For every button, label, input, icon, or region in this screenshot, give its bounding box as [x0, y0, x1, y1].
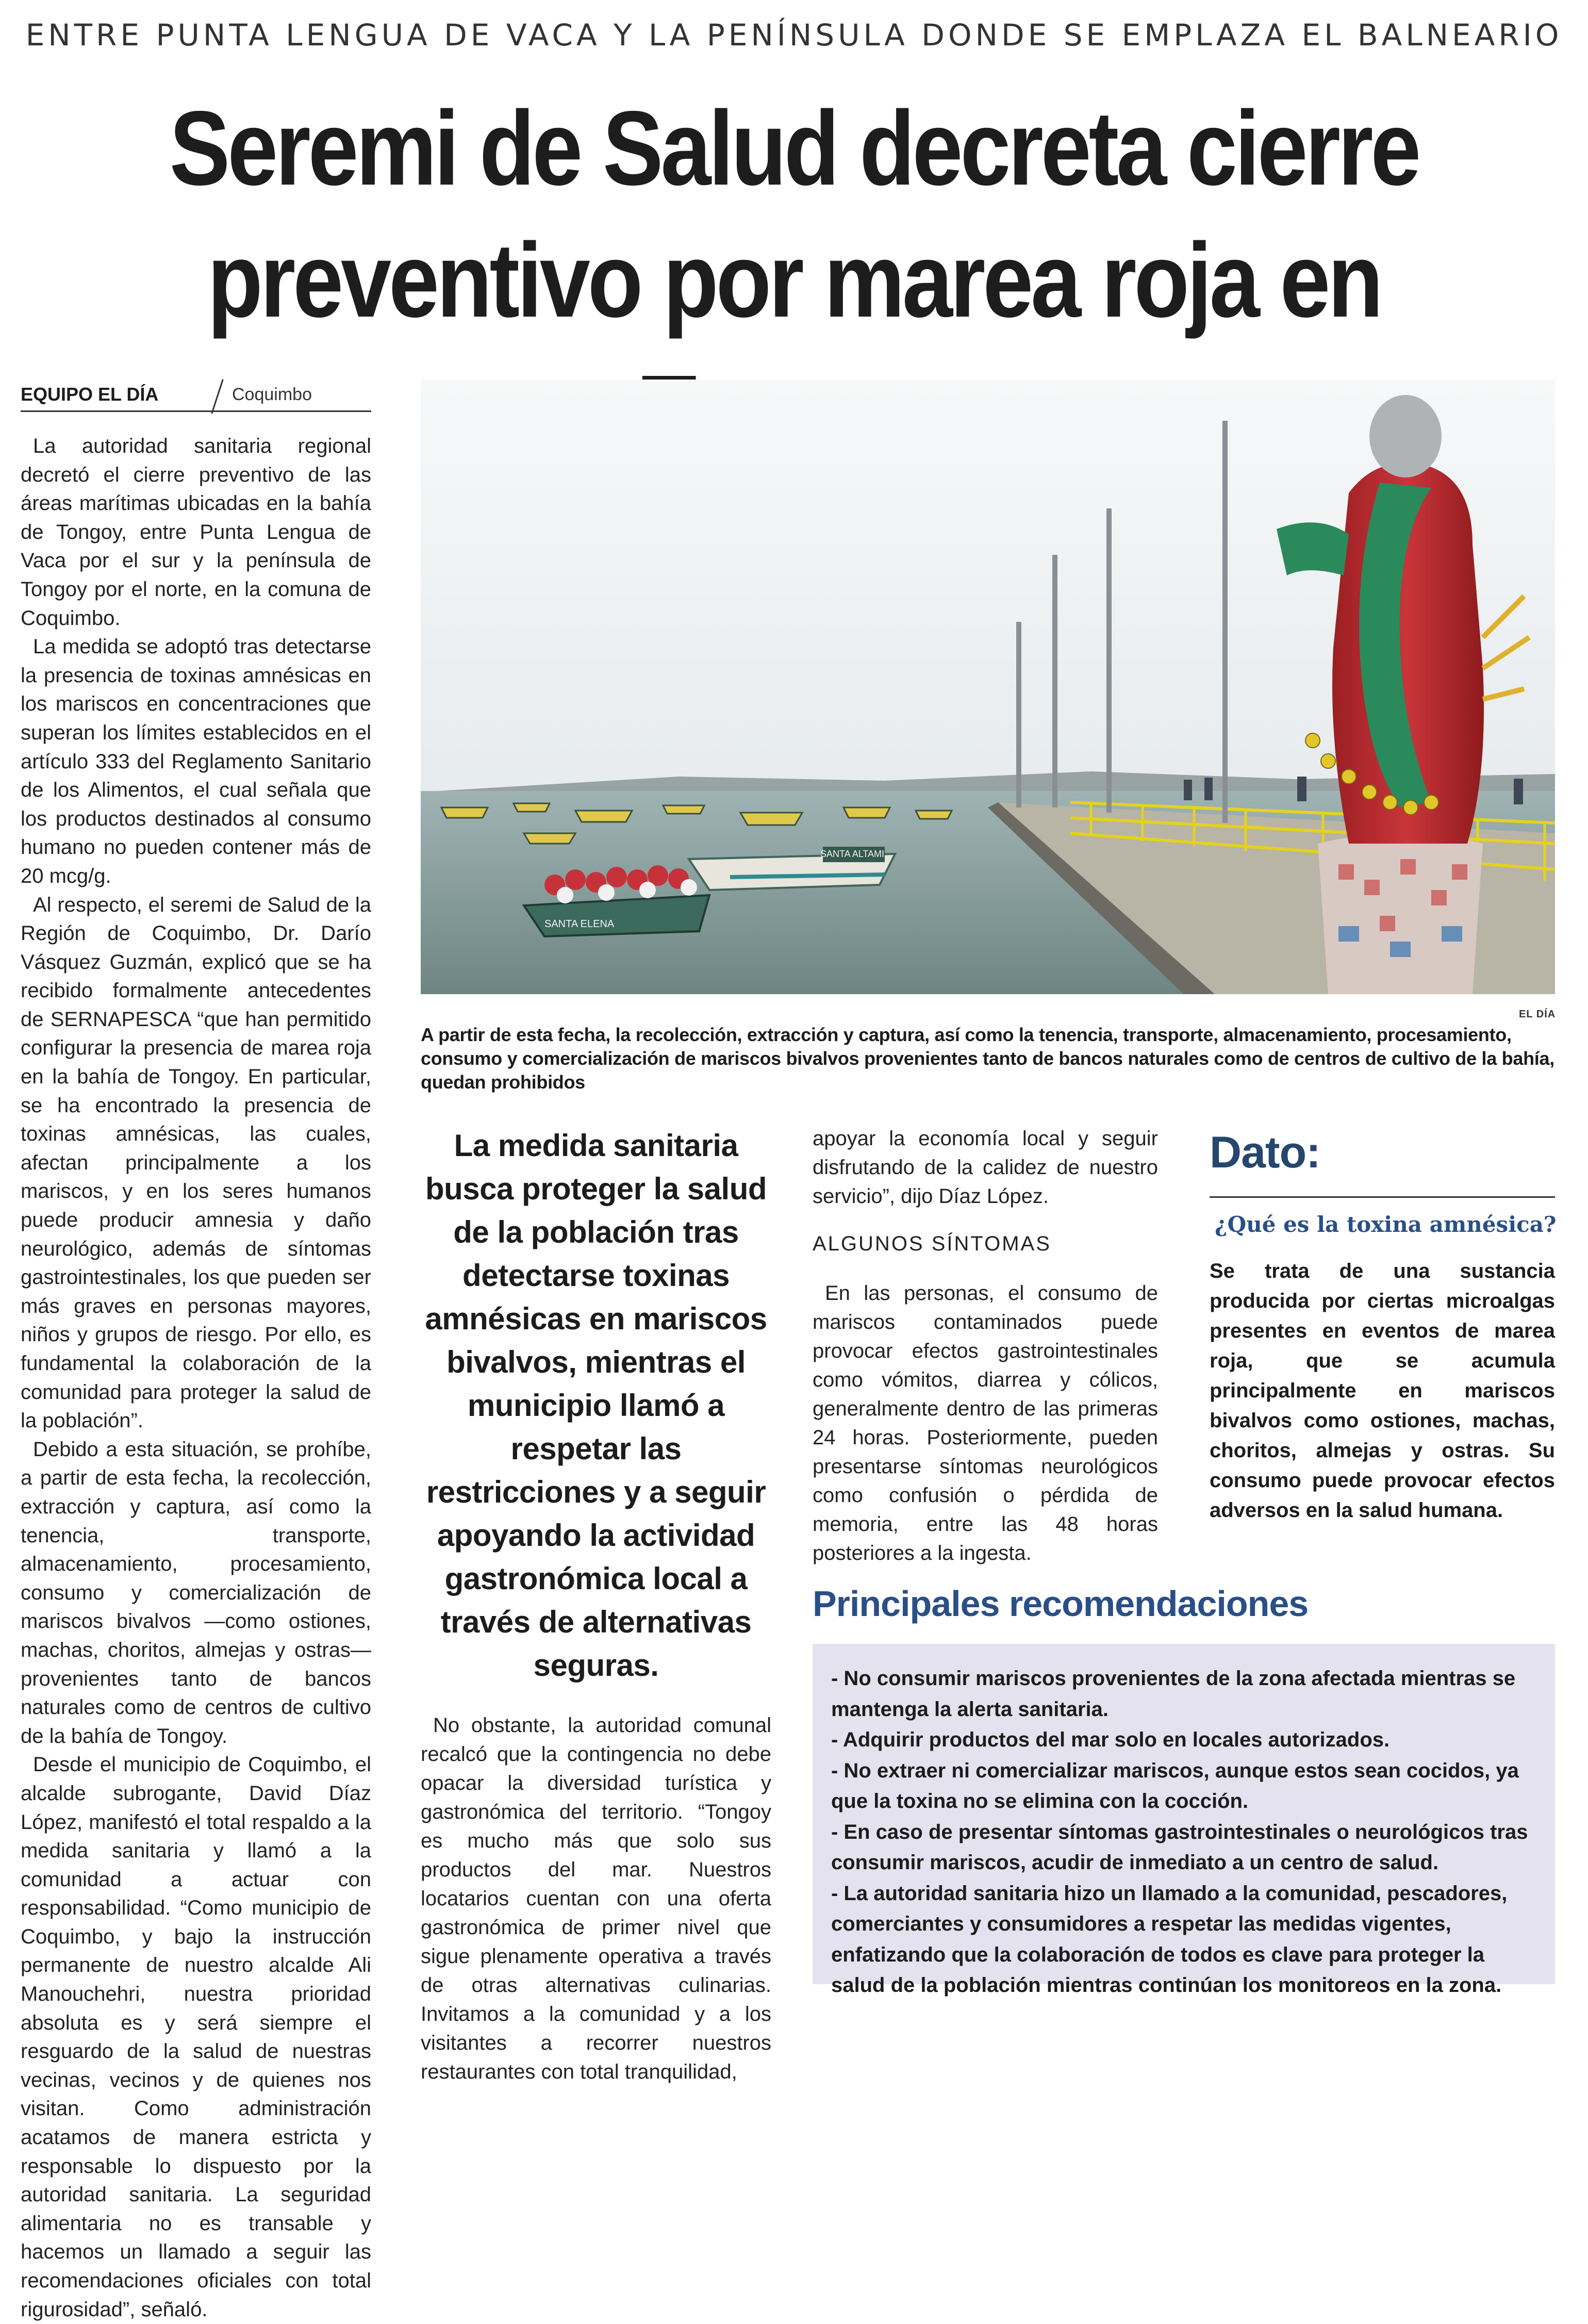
article-body-column-2 [421, 1711, 771, 2086]
photo-caption: A partir de esta fecha, la recolección, extracción y captura, así como la tenencia, transporte, almacenamiento, procesamiento, consumo y comercialización de mariscos bivalvos provenientes tanto de bancos naturales como de centros de cultivo de la bahía, quedan prohibidos [421, 1024, 1554, 1093]
headline-line-1: Seremi de Salud decreta cierre [169, 89, 1419, 207]
kicker: ENTRE PUNTA LENGUA DE VACA Y LA PENÍNSULA DONDE SE EMPLAZA EL BALNEARIO [25, 18, 1563, 53]
byline-divider [211, 379, 223, 414]
paragraph: No obstante, la autoridad comunal recalcó que la contingencia no debe opacar la diversidad turística y gastronómica del territorio. “Tongoy es mucho más que solo sus productos del mar. Nuestros locatarios cuentan con una oferta gastronómica de primer nivel que sigue plenamente operativa a través de otras alternativas culinarias. Invitamos a la comunidad y a los visitantes a recorrer nuestros restaurantes con total tranquilidad, [421, 1714, 771, 2083]
paragraph: apoyar la economía local y seguir disfrutando de la calidez de nuestro servicio”, dijo Díaz López. [813, 1127, 1158, 1208]
recommendation-item: - La autoridad sanitaria hizo un llamado a la comunidad, pescadores, comerciantes y consumidores a respetar las medidas vigentes, enfatizando que la colaboración de todos es clave para proteger la salud de la población mientras continúan los monitoreos en la zona. [831, 1882, 1508, 1997]
dato-answer: Se trata de una sustancia producida por ciertas microalgas presentes en eventos de marea roja, que se acumula principalmente en mariscos bivalvos como ostiones, machas, choritos, almejas y ostras. Su consumo puede provocar efectos adversos en la salud humana. [1210, 1260, 1555, 1522]
article-body-column-3-continuation [813, 1124, 1158, 1211]
dato-question: ¿Qué es la toxina amnésica? [1215, 1212, 1557, 1237]
pull-quote: La medida sanitaria busca proteger la salud de la población tras detectarse toxinas amnésicas en mariscos bivalvos, mientras el municipio llamó a respetar las restricciones y a seguir apoyando la actividad gastronómica local a través de alternativas seguras. [425, 1128, 767, 1683]
byline-team: EQUIPO EL DÍA [21, 384, 159, 405]
article-body-column-1 [21, 432, 371, 2324]
boat-sign-1: SANTA ELENA [544, 918, 615, 930]
paragraph: La autoridad sanitaria regional decretó el cierre preventivo de las áreas marítimas ubicadas en la bahía de Tongoy, entre Punta Lengua de Vaca por el sur y la península de Tongoy por el norte, en la comuna de Coquimbo. [21, 435, 371, 630]
boat-sign-2: SANTA ALTAMI [820, 849, 885, 859]
headline-line-2: preventivo por marea roja en [207, 221, 1381, 339]
recommendation-item: - No consumir mariscos provenientes de la zona afectada mientras se mantenga la alerta sanitaria. [831, 1667, 1516, 1721]
paragraph: En las personas, el consumo de mariscos contaminados puede provocar efectos gastrointestinales como vómitos, diarrea y cólicos, generalmente dentro de las primeras 24 horas. Posteriormente, pueden presentarse síntomas neurológicos como confusión o pérdida de memoria, entre las 48 horas posteriores a la ingesta. [813, 1282, 1158, 1564]
paragraph: Al respecto, el seremi de Salud de la Región de Coquimbo, Dr. Darío Vásquez Guzmán, explicó que se ha recibido formalmente antecedentes de SERNAPESCA “que han permitido configurar la presencia de marea roja en la bahía de Tongoy. En particular, se ha encontrado la presencia de toxinas amnésicas, las cuales, afectan principalmente a los mariscos, y en los seres humanos puede producir amnesia y daño neurológico, además de síntomas gastrointestinales, los que pueden ser más graves en personas mayores, niños y grupos de riesgo. Por ello, es fundamental la colaboración de la comunidad para proteger la salud de la población”. [21, 893, 371, 1432]
photo-credit: EL DÍA [1519, 1009, 1556, 1020]
paragraph: La medida se adoptó tras detectarse la presencia de toxinas amnésicas en los mariscos en concentraciones que superan los límites establecidos en el artículo 333 del Reglamento Sanitario de los Alimentos, el cual señala que los productos destinados al consumo humano no pueden contener más de 20 mcg/g. [21, 635, 371, 887]
recommendation-item: - Adquirir productos del mar solo en locales autorizados. [831, 1728, 1390, 1751]
article-photo [421, 380, 1555, 994]
byline [21, 376, 371, 412]
paragraph: Desde el municipio de Coquimbo, el alcalde subrogante, David Díaz López, manifestó el total respaldo a la medida sanitaria y llamó a la comunidad a actuar con responsabilidad. “Como municipio de Coquimbo, y bajo la instrucción permanente de nuestro alcalde Ali Manouchehri, nuestra prioridad absoluta es y será siempre el resguardo de la salud de nuestras vecinas, vecinos y de quienes nos visitan. Como administración acatamos de manera estricta y responsable lo dispuesto por la autoridad sanitaria. La seguridad alimentaria no es transable y hacemos un llamado a seguir las recomendaciones oficiales con total rigurosidad”, señaló. [21, 1753, 371, 2321]
recommendations-title: Principales recomendaciones [813, 1584, 1309, 1624]
recommendation-item: - En caso de presentar síntomas gastrointestinales o neurológicos tras consumir mariscos, acudir de inmediato a un centro de salud. [831, 1820, 1528, 1874]
byline-location: Coquimbo [232, 385, 312, 404]
dato-divider [1210, 1196, 1555, 1198]
pier-photo-illustration [421, 380, 1555, 994]
dato-title: Dato: [1210, 1128, 1320, 1177]
paragraph: Debido a esta situación, se prohíbe, a partir de esta fecha, la recolección, extracción y captura, así como la tenencia, transporte, almacenamiento, procesamiento, consumo y comercialización de mariscos bivalvos —como ostiones, machas, choritos, almejas y ostras— provenientes tanto de bancos naturales como de centros de cultivo de la bahía de Tongoy. [21, 1438, 371, 1748]
recommendation-item: - No extraer ni comercializar mariscos, aunque estos sean cocidos, ya que la toxina no se elimina con la cocción. [831, 1759, 1519, 1812]
article-body-column-3 [813, 1279, 1158, 1568]
section-subhead: ALGUNOS SÍNTOMAS [813, 1232, 1051, 1255]
recommendations-box [813, 1644, 1555, 1997]
